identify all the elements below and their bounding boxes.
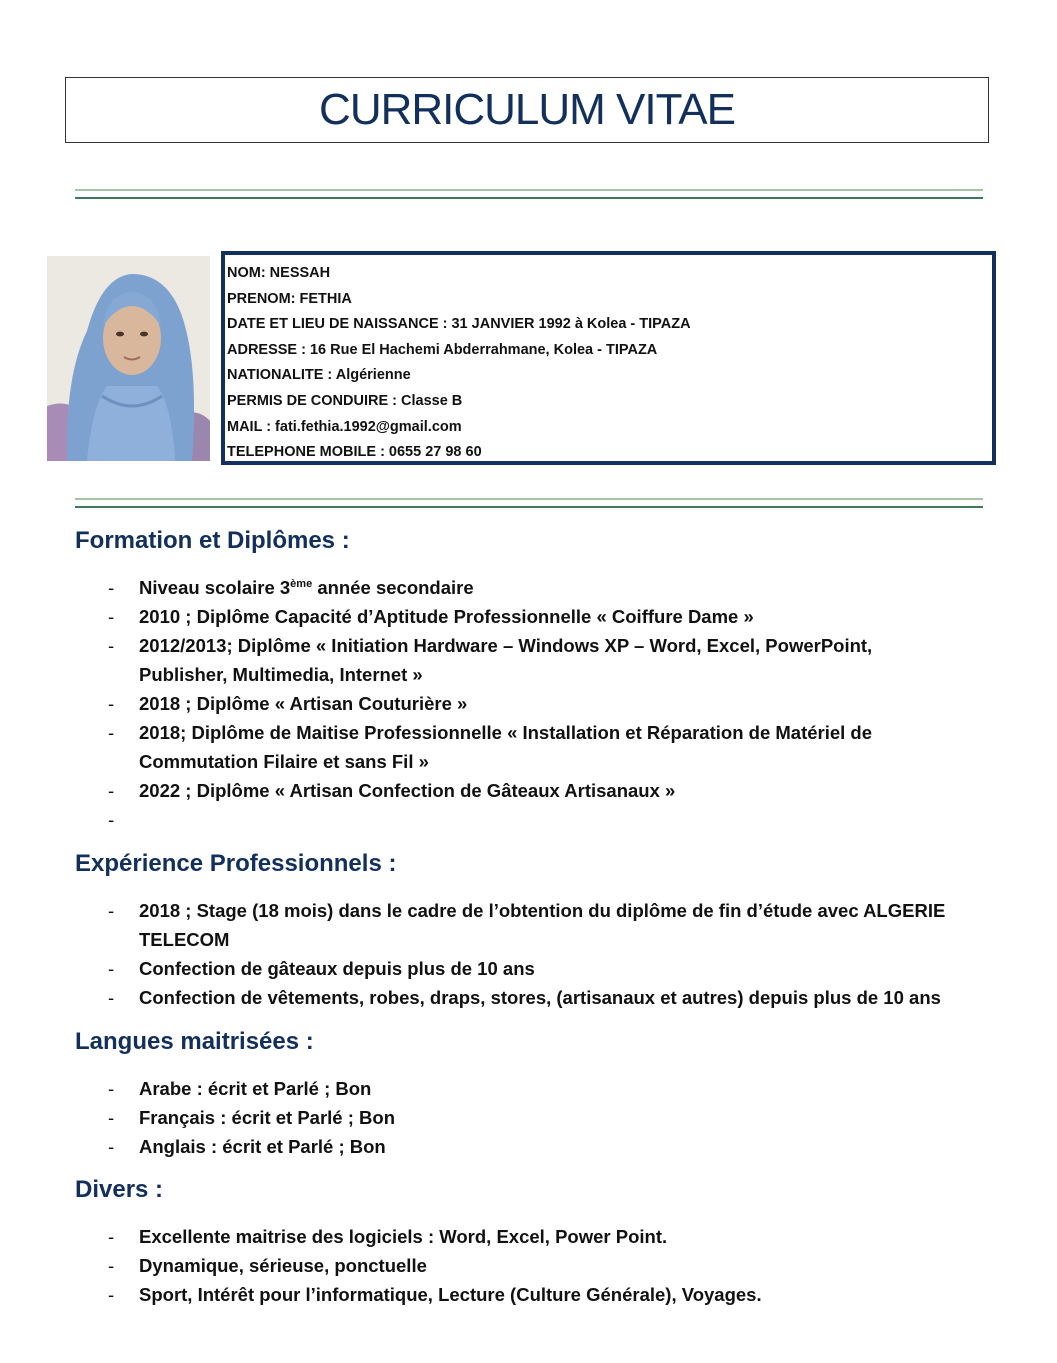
bullet-dash: -: [108, 958, 115, 979]
bullet-dash: -: [108, 635, 115, 656]
list-item: - 2010 ; Diplôme Capacité d’Aptitude Professionnelle « Coiffure Dame »: [108, 602, 958, 631]
list-item: - Confection de gâteaux depuis plus de 10 ans: [108, 954, 958, 983]
list-item: - Arabe : écrit et Parlé ; Bon: [108, 1074, 958, 1103]
info-mail: MAIL : fati.fethia.1992@gmail.com: [227, 418, 462, 435]
list-item: [108, 805, 958, 834]
bullet-dash: -: [108, 606, 115, 627]
info-nom: NOM: NESSAH: [227, 265, 331, 281]
list-item: - 2012/2013; Diplôme « Initiation Hardware – Windows XP – Word, Excel, PowerPoint, Publisher, Multimedia, Internet »: [108, 631, 958, 689]
bullet-dash: -: [108, 1078, 115, 1099]
list-item: - Français : écrit et Parlé ; Bon: [108, 1103, 958, 1132]
formation-list: [108, 573, 958, 834]
bullet-dash: -: [108, 1136, 115, 1157]
langues-list: [108, 1074, 958, 1161]
page-title: CURRICULUM VITAE: [319, 85, 735, 134]
bullet-dash: -: [108, 1107, 115, 1128]
info-telephone: TELEPHONE MOBILE : 0655 27 98 60: [227, 444, 482, 461]
bullet-dash: -: [108, 1226, 115, 1247]
bullet-dash: -: [108, 900, 115, 921]
bullet-dash: -: [108, 693, 115, 714]
info-permis: PERMIS DE CONDUIRE : Classe B: [227, 392, 463, 409]
info-adresse: ADRESSE : 16 Rue El Hachemi Abderrahmane, Kolea - TIPAZA: [227, 341, 658, 358]
info-nationalite: NATIONALITE : Algérienne: [227, 367, 411, 384]
bullet-dash: -: [108, 722, 115, 743]
divider-middle: [75, 498, 983, 508]
bullet-dash: -: [108, 577, 115, 598]
bullet-dash: -: [108, 1255, 115, 1276]
divider-top: [75, 189, 983, 199]
bullet-dash: -: [108, 1284, 115, 1305]
section-title-experience: Expérience Professionnels :: [75, 850, 397, 877]
list-item: - 2018; Diplôme de Maitise Professionnelle « Installation et Réparation de Matériel de Commutation Filaire et sans Fil »: [108, 718, 958, 776]
bullet-dash: -: [108, 987, 115, 1008]
experience-list: [108, 896, 958, 1012]
list-item: - Confection de vêtements, robes, draps, stores, (artisanaux et autres) depuis plus de 10 ans: [108, 983, 958, 1012]
list-item: - Excellente maitrise des logiciels : Word, Excel, Power Point.: [108, 1222, 958, 1251]
section-title-formation: Formation et Diplômes :: [75, 527, 350, 554]
bullet-dash: -: [108, 809, 115, 830]
list-item: - Dynamique, sérieuse, ponctuelle: [108, 1251, 958, 1280]
list-item: - 2018 ; Diplôme « Artisan Couturière »: [108, 689, 958, 718]
list-item: - Anglais : écrit et Parlé ; Bon: [108, 1132, 958, 1161]
section-title-langues: Langues maitrisées :: [75, 1028, 314, 1055]
bullet-dash: -: [108, 780, 115, 801]
divers-list: [108, 1222, 958, 1309]
personal-info-box: [221, 251, 996, 465]
title-box: [65, 77, 989, 143]
list-item: - 2018 ; Stage (18 mois) dans le cadre de l’obtention du diplôme de fin d’étude avec ALGERIE TELECOM: [108, 896, 958, 954]
list-item: - Sport, Intérêt pour l’informatique, Lecture (Culture Générale), Voyages.: [108, 1280, 958, 1309]
list-item: - Niveau scolaire 3ème année secondaire: [108, 573, 958, 602]
info-naissance: DATE ET LIEU DE NAISSANCE : 31 JANVIER 1992 à Kolea - TIPAZA: [227, 316, 691, 333]
profile-photo: [47, 256, 210, 461]
info-prenom: PRENOM: FETHIA: [227, 290, 352, 307]
section-title-divers: Divers :: [75, 1176, 164, 1203]
list-item: - 2022 ; Diplôme « Artisan Confection de Gâteaux Artisanaux »: [108, 776, 958, 805]
